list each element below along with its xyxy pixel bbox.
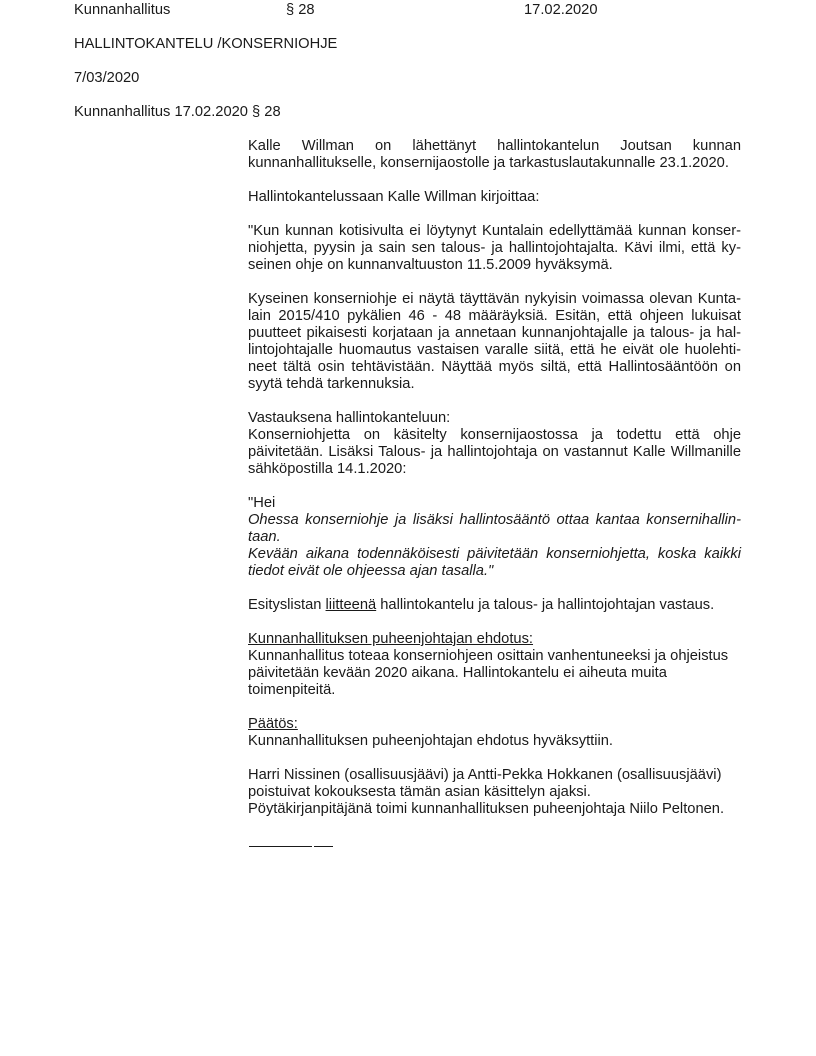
text-line [248, 597, 741, 614]
text-line: Hallintokantelussaan Kalle Willman kirjoittaa: [248, 189, 540, 205]
text-line: Konserniohjetta on käsitelty konsernijaostossa ja todettu että ohje [248, 427, 741, 443]
header-section-number: § 28 [286, 2, 315, 18]
text-line: "Hei [248, 495, 276, 511]
text-line: Kunnanhallitus toteaa konserniohjeen osittain vanhentuneeksi ja ohjeistus [248, 648, 729, 664]
text-line: päivitetään kevään 2020 aikana. Hallintokantelu ei aiheuta muita [248, 665, 667, 681]
text-segment: hallintokantelu ja talous- ja hallintojohtajan vastaus. [376, 597, 715, 613]
text-line: puutteet pikaisesti korjataan ja annetaan kunnanjohtajalle ja talous- ja hal- [248, 325, 741, 341]
document-title: HALLINTOKANTELU /KONSERNIOHJE [74, 36, 338, 52]
text-line: neet tältä osin tehtävistään. Näyttää myös siltä, että Hallintosääntöön on [248, 359, 741, 375]
attachment-line [248, 597, 741, 614]
chairman-proposal [248, 631, 741, 699]
text-line: tiedot eivät ole ohjeessa ajan tasalla." [248, 563, 494, 579]
signature-line-segment [314, 835, 333, 847]
participation-note [248, 767, 741, 818]
text-line: Ohessa konserniohje ja lisäksi hallintosääntö ottaa kantaa konsernihallin- [248, 512, 741, 528]
text-line: Kalle Willman on lähettänyt hallintokantelun Joutsan kunnan [248, 138, 741, 154]
text-line: toimenpiteitä. [248, 682, 336, 698]
section-reference: Kunnanhallitus 17.02.2020 § 28 [74, 104, 281, 120]
header-committee: Kunnanhallitus [74, 2, 171, 18]
signature-line-segment [249, 835, 312, 847]
response-paragraph [248, 410, 741, 478]
signature-line [249, 835, 816, 847]
kirjoittaa-lead-line [248, 189, 741, 206]
text-line: päivitetään. Lisäksi Talous- ja hallintojohtaja on vastannut Kalle Willmanille [248, 444, 741, 460]
text-line: Kevään aikana todennäköisesti päivitetään konserniohjetta, koska kaikki [248, 546, 741, 562]
text-line: lintojohtajalle huomautus vastaisen varalle siitä, että he eivät ole huolehti- [248, 342, 741, 358]
text-line: seinen ohje on kunnanvaltuuston 11.5.2009 hyväksymä. [248, 257, 613, 273]
text-line: syytä tehdä tarkennuksia. [248, 376, 415, 392]
text-segment: Esityslistan [248, 597, 326, 613]
intro-paragraph [248, 138, 741, 172]
text-line: niohjetta, pyysin ja sain sen talous- ja hallintojohtajalta. Kävi ilmi, että ky- [248, 240, 741, 256]
complaint-quote-part1 [248, 223, 741, 274]
text-line: Vastauksena hallintokanteluun: [248, 410, 451, 426]
complaint-quote-part2 [248, 291, 741, 393]
document-date: 7/03/2020 [74, 70, 140, 86]
text-line: Kyseinen konserniohje ei näytä täyttävän nykyisin voimassa olevan Kunta- [248, 291, 741, 307]
text-line: poistuivat kokouksesta tämän asian käsittelyn ajaksi. [248, 784, 591, 800]
text-line: Kunnanhallituksen puheenjohtajan ehdotus: [248, 631, 534, 647]
text-line: Harri Nissinen (osallisuusjäävi) ja Antti-Pekka Hokkanen (osallisuusjäävi) [248, 767, 722, 783]
body-paragraphs [248, 138, 741, 818]
header-date: 17.02.2020 [524, 2, 598, 18]
page-header [0, 2, 816, 19]
email-quote [248, 495, 741, 580]
text-line: Pöytäkirjanpitäjänä toimi kunnanhallituksen puheenjohtaja Niilo Peltonen. [248, 801, 725, 817]
decision [248, 716, 741, 750]
text-line: sähköpostilla 14.1.2020: [248, 461, 407, 477]
text-line: Kunnanhallituksen puheenjohtajan ehdotus hyväksyttiin. [248, 733, 614, 749]
text-line: taan. [248, 529, 281, 545]
text-line: "Kun kunnan kotisivulta ei löytynyt Kuntalain edellyttämää kunnan konser- [248, 223, 741, 239]
text-line: kunnanhallitukselle, konsernijaostolle ja tarkastuslautakunnalle 23.1.2020. [248, 155, 729, 171]
text-line: lain 2015/410 pykälien 46 - 48 määräyksiä. Esitän, että ohjeen lukuisat [248, 308, 741, 324]
text-line: Päätös: [248, 716, 298, 732]
underlined-text: liitteenä [325, 597, 377, 613]
